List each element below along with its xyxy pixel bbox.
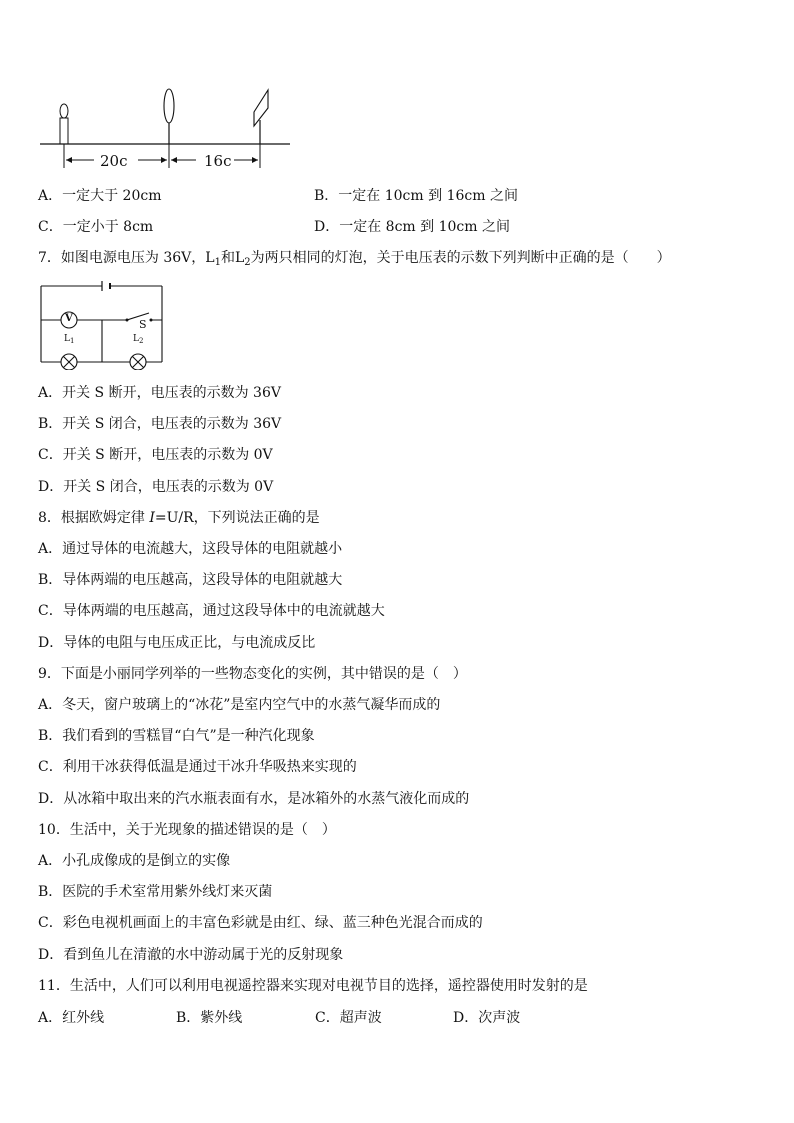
screen-icon (254, 90, 268, 144)
q10-option-b: B．医院的手术室常用紫外线灯来灭菌 (38, 884, 273, 900)
q7-option-b: B．开关 S 闭合，电压表的示数为 36V (38, 416, 282, 432)
dimension-label-right: 16c (204, 152, 232, 170)
q9-option-a: A．冬天，窗户玻璃上的“冰花”是室内空气中的水蒸气凝华而成的 (38, 697, 441, 713)
q11-option-b: B．紫外线 (176, 1010, 243, 1026)
optical-bench-figure (36, 84, 300, 178)
q7-option-d: D．开关 S 闭合，电压表的示数为 0V (38, 479, 274, 495)
battery-icon (102, 281, 110, 291)
q6-option-c: C．一定小于 8cm (38, 219, 154, 235)
lamp-l1-icon (61, 354, 77, 370)
candle-icon (60, 104, 68, 144)
lamp1-label: $L_1$ (64, 334, 75, 345)
q8-option-c: C．导体两端的电压越高，通过这段导体中的电流就越大 (38, 603, 385, 619)
q11-option-a: A．红外线 (38, 1010, 105, 1026)
q11-option-c: C．超声波 (315, 1010, 382, 1026)
switch-label: S (139, 318, 147, 331)
q6-option-b: B．一定在 10cm 到 16cm 之间 (314, 188, 518, 204)
q8-option-d: D．导体的电阻与电压成正比，与电流成反比 (38, 635, 316, 651)
q6-option-a: A．一定大于 20cm (38, 188, 162, 204)
voltmeter-label: V (65, 313, 73, 324)
q9-option-d: D．从冰箱中取出来的汽水瓶表面有水，是冰箱外的水蒸气液化而成的 (38, 791, 470, 807)
q10-stem: 10．生活中，关于光现象的描述错误的是（ ） (38, 822, 336, 838)
lamp-l2-icon (130, 354, 146, 370)
q8-option-b: B．导体两端的电压越高，这段导体的电阻就越大 (38, 572, 343, 588)
q7-option-a: A．开关 S 断开，电压表的示数为 36V (38, 385, 281, 401)
q6-option-d: D．一定在 8cm 到 10cm 之间 (314, 219, 510, 235)
q8-option-a: A．通过导体的电流越大，这段导体的电阻就越小 (38, 541, 343, 557)
q9-stem: 9．下面是小丽同学列举的一些物态变化的实例，其中错误的是（ ） (38, 666, 467, 682)
q10-option-c: C．彩色电视机画面上的丰富色彩就是由红、绿、蓝三种色光混合而成的 (38, 915, 483, 931)
q11-option-d: D．次声波 (453, 1010, 521, 1026)
q9-option-b: B．我们看到的雪糕冒“白气”是一种汽化现象 (38, 728, 315, 744)
q10-option-d: D．看到鱼儿在清澈的水中游动属于光的反射现象 (38, 947, 344, 963)
dimension-label-left: 20c (100, 152, 128, 170)
q7-stem: 7．如图电源电压为 36V，$L_1$和$L_2$为两只相同的灯泡，关于电压表的示数下列判断中正确的是（ ） (38, 250, 671, 268)
q7-option-c: C．开关 S 断开，电压表的示数为 0V (38, 447, 273, 463)
q11-stem: 11．生活中，人们可以利用电视遥控器来实现对电视节目的选择，遥控器使用时发射的是 (38, 978, 588, 994)
q10-option-a: A．小孔成像成的是倒立的实像 (38, 853, 231, 869)
q9-option-c: C．利用干冰获得低温是通过干冰升华吸热来实现的 (38, 759, 357, 775)
lamp2-label: $L_2$ (133, 334, 144, 345)
convex-lens-icon (164, 89, 174, 144)
q8-stem: 8．根据欧姆定律 I=U/R，下列说法正确的是 (38, 510, 320, 526)
